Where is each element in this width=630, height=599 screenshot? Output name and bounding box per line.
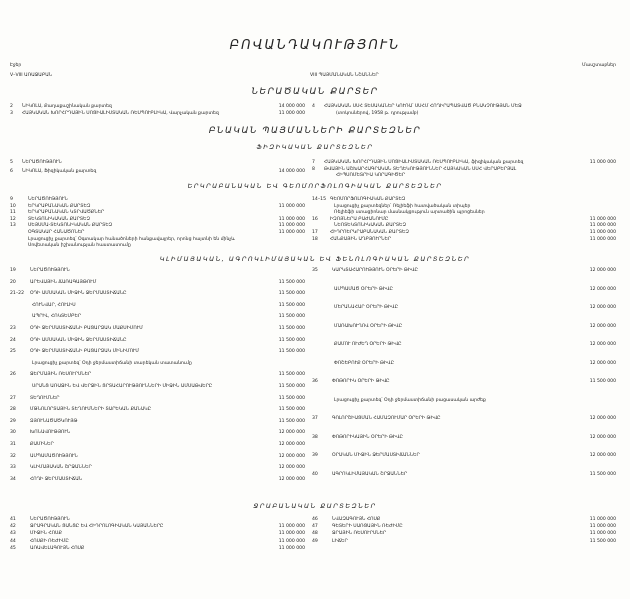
entry-scale: 11 500 000 bbox=[278, 418, 305, 424]
entry-number: 13 bbox=[10, 223, 16, 229]
entry-scale: 11 500 000 bbox=[278, 407, 305, 413]
section-natural: ԲՆԱԿԱՆ ՊԱՅՄԱՆՆԵՐԻ ՔԱՐՏԵԶՆԵՐ bbox=[208, 126, 422, 136]
toc-entry bbox=[10, 407, 151, 413]
entry-title: ՄԻՋԻՆ ՀՈՍՔ bbox=[30, 531, 62, 537]
entry-scale: 11 000 000 bbox=[278, 524, 305, 530]
toc-entry bbox=[312, 539, 348, 545]
toc-entry bbox=[10, 217, 90, 223]
toc-entry bbox=[10, 169, 96, 175]
entry-number: 17 bbox=[312, 230, 318, 235]
entry-title: ԱՄՊԱՄԱԾՈՒԹՅՈՒՆ bbox=[30, 453, 78, 459]
entry-scale: 14 000 000 bbox=[278, 169, 305, 174]
entry-number: 43 bbox=[10, 531, 16, 537]
toc-entry bbox=[312, 435, 403, 441]
entry-number: 27 bbox=[10, 395, 16, 401]
entry-scale: 11 000 000 bbox=[278, 203, 305, 209]
entry-number: 46 bbox=[312, 517, 318, 522]
entry-title: ԱՌԱՎԵԼԱԳՈՒՅՆ ՀՈՍՔ bbox=[30, 545, 85, 551]
entry-title: ՆԵՐԱԾՈՒԹՅՈՒՆ bbox=[30, 268, 70, 273]
toc-entry bbox=[312, 237, 391, 243]
toc-entry bbox=[32, 303, 76, 309]
entry-title: ՕԴԻ ԱՄՍԱԿԱՆ ՄԻՋԻՆ ՋԵՐՄԱՍՏԻՃԱՆԸ bbox=[30, 337, 127, 343]
entry-title: ՓՈԹՈՐԻԿԱՅԻՆ ՕՐԵՐԻ ԹԻՎԸ bbox=[332, 434, 403, 440]
entry-title: ՀԱՆՔԱՅԻՆ ԱՂԲՅՈՒՐՆԵՐ bbox=[330, 236, 392, 242]
entry-number: 32 bbox=[10, 453, 16, 459]
entry-title: ԳՈԼՈՐՇԻԱՑՄԱՆ ՀԱՄԱԶՈՒՄԱՐ ՕՐԵՐԻ ԹԻՎԸ bbox=[332, 416, 441, 421]
scales-label: Մասշտաբներ bbox=[582, 63, 616, 68]
entry-title: ՋԵՐՄԱՅԻՆ ՌԵՍՈՒՐՍՆԵՐ bbox=[30, 372, 92, 378]
entry-scale: 11 500 000 bbox=[589, 379, 616, 384]
entry-scale: 11 000 000 bbox=[589, 531, 616, 537]
entry-title: ՀԱՅԿԱԿԱՆ ԽՈՐՀՐԴԱՅԻՆ ՍՈՑԻԱԼԻՍՏԱԿԱՆ ՌԵՍՊՈՒԲԼԻԿԱ, Վարչական քարտեզ bbox=[22, 111, 219, 116]
toc-entry bbox=[334, 210, 485, 216]
toc-entry bbox=[334, 361, 394, 367]
entry-scale: 11 500 000 bbox=[278, 302, 305, 308]
entry-number: 18 bbox=[312, 236, 318, 242]
toc-entry bbox=[10, 104, 112, 110]
toc-entry bbox=[10, 430, 70, 436]
entry-scale: 12 000 000 bbox=[589, 323, 616, 329]
toc-entry bbox=[28, 237, 235, 243]
entry-scale: 12 000 000 bbox=[589, 342, 616, 347]
entry-title: ՆԵՈՏԵԿՏՈՆԻԿԱԿԱՆ ՔԱՐՏԵԶ bbox=[334, 223, 407, 229]
toc-entry bbox=[312, 472, 407, 478]
entry-scale: 11 000 000 bbox=[589, 160, 616, 165]
entry-number: 7 bbox=[312, 160, 315, 165]
entry-scale: 11 000 000 bbox=[589, 216, 616, 222]
toc-entry bbox=[28, 230, 84, 236]
entry-number: 41 bbox=[10, 517, 16, 522]
entry-scale: 12 000 000 bbox=[589, 360, 616, 366]
toc-entry bbox=[312, 104, 522, 110]
entry-number: 8 bbox=[312, 167, 315, 172]
entry-title: ՋՐԱՅԻՆ ՌԵՍՈՒՐՍՆԵՐ bbox=[332, 531, 387, 537]
entry-number: 30 bbox=[10, 430, 16, 436]
toc-entry bbox=[334, 398, 486, 404]
entry-title: ՓՈԹՈՐԻԿ ՕՐԵՐԻ ԹԻՎԸ bbox=[332, 379, 390, 384]
entry-scale: 11 000 000 bbox=[589, 223, 616, 229]
toc-entry bbox=[312, 167, 516, 173]
entry-number: 5 bbox=[10, 160, 13, 165]
section-geology: ԵՐԿՐԱԲԱՆԱԿԱՆ ԵՎ ԳԵՈՄՈՐՖՈԼՈԳԻԱԿԱՆ ՔԱՐՏԵԶՆԵՐ bbox=[187, 182, 443, 190]
entry-title: ՔԱՄՈՒ ՈՒԺԵՂ ՕՐԵՐԻ ԹԻՎԸ bbox=[334, 342, 402, 347]
entry-scale: 11 500 000 bbox=[278, 279, 305, 285]
toc-entry bbox=[10, 268, 70, 274]
entry-scale: 11 000 000 bbox=[589, 517, 616, 522]
toc-entry bbox=[324, 111, 418, 117]
entry-number: 2 bbox=[10, 104, 13, 109]
preface-line: V–VIII ԱՌԱՋԱԲԱՆ bbox=[10, 73, 53, 78]
toc-entry bbox=[312, 517, 380, 523]
toc-entry bbox=[10, 338, 127, 344]
entry-number: 29 bbox=[10, 418, 16, 424]
toc-entry bbox=[10, 223, 112, 229]
entry-scale: 12 000 000 bbox=[589, 453, 616, 458]
entry-title: Լրացուցիչ քարտեզներ՝ Ռելիեֆի հատվածական տիպեր bbox=[334, 203, 471, 209]
entry-title: (տոկոսներով, 1958 թ. դրությամբ) bbox=[336, 111, 419, 116]
entry-number: 10 bbox=[10, 203, 16, 209]
entry-title: ՍՐԱՆՑ ԱՌԱՋԻՆ ԵՎ ՎԵՐՋԻՆ ՑՐՏԱՀԱՐՈՒԹՅՈՒՆՆԵՐԻ ՄԻՋԻՆ ԱՄՍԱԹՎԵՐԸ bbox=[32, 384, 213, 389]
entry-scale: 11 000 000 bbox=[278, 531, 305, 537]
entry-number: 34 bbox=[10, 476, 16, 482]
entry-title: ՏԵՂՈՒՄՆԵՐ bbox=[30, 395, 60, 401]
entry-scale: 11 000 000 bbox=[278, 538, 305, 544]
entry-number: 42 bbox=[10, 524, 16, 530]
entry-title: ԽՈՆԱՎՈՒԹՅՈՒՆ bbox=[30, 430, 71, 436]
entry-number: 14–15 bbox=[312, 197, 326, 202]
entry-title: ՍԵՅՍՄԱ-ՏԵԿՏՈՆԻԿԱԿԱՆ ՔԱՐՏԵԶ bbox=[28, 223, 113, 229]
entry-scale: 11 500 000 bbox=[278, 372, 305, 378]
entry-title: ՀԻՊՍՈՄԵՏՐԻԱ ԿՈՐԱԳԻԾԵՐ bbox=[336, 173, 406, 178]
toc-entry bbox=[312, 268, 418, 274]
toc-entry bbox=[10, 539, 69, 545]
entry-title: ՁՅՈՒՆԱԾԱԾԿՈՒՅԹ bbox=[30, 418, 78, 424]
toc-entry bbox=[10, 160, 62, 166]
entry-number: 21–22 bbox=[10, 291, 24, 297]
toc-entry bbox=[324, 173, 405, 179]
entry-number: 31 bbox=[10, 442, 16, 447]
entry-number: 38 bbox=[312, 434, 318, 440]
entry-title: ՏԵԿՏՈՆԻԿԱԿԱՆ ՔԱՐՏԵԶ bbox=[28, 216, 90, 222]
toc-entry bbox=[312, 524, 403, 530]
entry-number: 48 bbox=[312, 531, 318, 537]
entry-title: ԻԶՈՅՆԵՐԱ ԲԱԺԱՆՈՒՄԸ bbox=[330, 216, 389, 222]
toc-entry bbox=[10, 454, 78, 460]
toc-entry bbox=[10, 419, 78, 425]
entry-title: ԿԱՐԿՏԱՀԱՐՈՒԹՅՈՒՆ ՕՐԵՐԻ ԹԻՎԸ bbox=[332, 268, 418, 273]
entry-title: ԳԵՈՄՈՐՖՈԼՈԳԻԱԿԱՆ ՔԱՐՏԵԶ bbox=[330, 197, 406, 202]
entry-title: ԿԼԻՄԱՅԱԿԱՆ ՇՐՋԱՆՆԵՐ bbox=[30, 465, 92, 471]
toc-entry bbox=[312, 217, 388, 223]
toc-entry bbox=[10, 465, 92, 471]
entry-number: 3 bbox=[10, 111, 13, 116]
entry-title: ՆԻԿՈԼԱ, Քաղաքաշինական քարտեզ bbox=[22, 104, 112, 109]
entry-title: ԱՊՐԻԼ, ՀՈԿՏԵՄԲԵՐ bbox=[32, 314, 82, 320]
toc-entry bbox=[10, 477, 82, 483]
entry-number: 35 bbox=[312, 268, 318, 273]
entry-title: ՆԵՐԱԾՈՒԹՅՈՒՆ bbox=[22, 160, 62, 165]
toc-entry bbox=[334, 204, 470, 210]
toc-entry bbox=[10, 531, 62, 537]
toc-entry bbox=[312, 230, 409, 236]
entry-number: 45 bbox=[10, 545, 16, 551]
entry-number: 24 bbox=[10, 337, 16, 343]
entry-scale: 12 000 000 bbox=[589, 286, 616, 292]
entry-scale: 11 500 000 bbox=[278, 384, 305, 389]
entry-title: Ռելիեֆի ստացիոնար մասնակցություն արտածին պրոցեսներ bbox=[334, 210, 485, 216]
entry-scale: 12 000 000 bbox=[278, 476, 305, 482]
entry-number: 33 bbox=[10, 465, 16, 471]
entry-scale: 11 000 000 bbox=[278, 545, 305, 551]
entry-title: Սովետական իշխանության հաստատումը bbox=[28, 243, 131, 249]
entry-scale: 11 000 000 bbox=[278, 230, 305, 235]
toc-entry bbox=[10, 204, 90, 210]
entry-number: 39 bbox=[312, 453, 318, 458]
entry-title: ԱՄՊԱՄԱԾ ՕՐԵՐԻ ԹԻՎԸ bbox=[334, 286, 393, 292]
entry-title: ԱՐԵՎԱՅԻՆ ՃԱՌԱԳԱՅԹՈՒՄ bbox=[30, 279, 97, 285]
entry-scale: 11 000 000 bbox=[589, 236, 616, 242]
entry-scale: 11 500 000 bbox=[278, 326, 305, 331]
toc-entry bbox=[10, 372, 91, 378]
toc-entry bbox=[10, 210, 104, 216]
entry-number: 25 bbox=[10, 349, 16, 355]
toc-entry bbox=[334, 324, 402, 330]
toc-entry bbox=[28, 243, 131, 249]
toc-entry bbox=[32, 384, 212, 390]
entry-scale: 12 000 000 bbox=[278, 430, 305, 436]
toc-entry bbox=[334, 287, 393, 293]
entry-title: ՕԴԻ ՋԵՐՄԱՍՏԻՃԱՆԻ ԲԱՑԱՐՁԱԿ ՄԻՆԻՄՈՒՄ bbox=[30, 349, 140, 355]
entry-scale: 11 500 000 bbox=[278, 291, 305, 297]
toc-entry bbox=[334, 342, 401, 348]
entry-scale: 11 500 000 bbox=[278, 314, 305, 320]
entry-number: 12 bbox=[10, 216, 16, 222]
entry-title: ՆԵՐԱԾՈՒԹՅՈՒՆ bbox=[30, 517, 70, 522]
entry-number: 47 bbox=[312, 524, 318, 530]
entry-scale: 11 500 000 bbox=[278, 395, 305, 401]
entry-title: Լրացուցիչ քարտեզ՝ Օգտակար հանածոների հանքավայրեր, որոնց հայտնի են մինչև bbox=[28, 236, 235, 242]
pages-label: Էջեր bbox=[10, 63, 22, 68]
entry-title: ԵՐԿՐԱԲԱՆԱԿԱՆ ԿՏՐՎԱԾՔՆԵՐ bbox=[28, 210, 105, 216]
entry-scale: 11 000 000 bbox=[278, 223, 305, 229]
entry-title: ԼԻՃԵՐ bbox=[332, 538, 348, 544]
entry-scale: 11 000 000 bbox=[278, 111, 305, 116]
entry-title: ՄԹՆՈԼՈՐՏԱՅԻՆ ՏԵՂՈՒՄՆԵՐԻ ՏԱՐԵԿԱՆ ՔԱՆԱԿԸ bbox=[30, 407, 152, 413]
entry-number: 40 bbox=[312, 471, 318, 477]
entry-number: 26 bbox=[10, 372, 16, 378]
entry-scale: 12 000 000 bbox=[589, 434, 616, 440]
toc-entry bbox=[10, 326, 143, 332]
toc-entry bbox=[10, 396, 59, 402]
toc-entry bbox=[32, 361, 192, 367]
entry-number: 28 bbox=[10, 407, 16, 413]
toc-entry bbox=[312, 160, 523, 166]
entry-title: ՀԻԴՐՈԵՐԿՐԱԲԱՆԱԿԱՆ ՔԱՐՏԵԶ bbox=[330, 230, 409, 235]
toc-entry bbox=[312, 453, 420, 459]
entry-scale: 11 500 000 bbox=[589, 471, 616, 477]
section-climate: ԿԼԻՄԱՅԱԿԱՆ, ԱԳՐՈԿԼԻՄԱՅԱԿԱՆ ԵՎ ՖԵՆՈԼՈԳԻԱԿԱՆ ՔԱՐՏԵԶՆԵՐ bbox=[159, 255, 471, 263]
entry-title: ՔԱՄԻՆԵՐ bbox=[30, 442, 54, 447]
toc-entry bbox=[334, 305, 398, 311]
toc-entry bbox=[10, 280, 96, 286]
section-introduction: ՆԵՐԱԾԱԿԱՆ ՔԱՐՏԵՐ bbox=[251, 87, 379, 97]
entry-scale: 14 000 000 bbox=[278, 104, 305, 109]
entry-scale: 11 000 000 bbox=[278, 216, 305, 222]
entry-title: ՀԱՅԿԱԿԱՆ ՍՍՀ ՏԵՍԱԿԱՆԵՐ ԿՈՒՌԱ՝ ՍՍՀՄ ՀՈՂԻՐԱՊԱՏՎԱԾ ԲՆԱԿՉՈՒԹՅԱՆ ՄԵՋ bbox=[324, 104, 522, 109]
entry-title: ՆԵՐԱԾՈՒԹՅՈՒՆ bbox=[28, 197, 68, 202]
entry-number: 49 bbox=[312, 538, 318, 544]
symbols-line: VIII ՊԱՅՄԱՆԱԿԱՆ ՆՇԱՆՆԵՐ bbox=[310, 73, 379, 78]
entry-scale: 11 000 000 bbox=[589, 524, 616, 530]
entry-title: ԳԵՏԵՐԻ ՍԱՌՑԱՅԻՆ ՌԵԺԻՄԸ bbox=[332, 524, 403, 530]
toc-entry bbox=[10, 546, 84, 552]
entry-title: ԵՐԿՐԱԲԱՆԱԿԱՆ ՔԱՐՏԵԶ bbox=[28, 203, 91, 209]
toc-entry bbox=[10, 517, 70, 523]
entry-number: 11 bbox=[10, 210, 16, 216]
entry-title: ՆՎԱԶԱԳՈՒՅՆ ՀՈՍՔ bbox=[332, 517, 381, 522]
entry-title: ՕԴԻ ՋԵՐՄԱՍՏԻՃԱՆԻ ԲԱՑԱՐՁԱԿ ՄԱՔՍԻՄՈՒՄ bbox=[30, 326, 143, 331]
entry-scale: 11 500 000 bbox=[278, 337, 305, 343]
entry-number: 6 bbox=[10, 169, 13, 174]
entry-scale: 12 000 000 bbox=[589, 305, 616, 310]
entry-title: ՀԱՅԿԱԿԱՆ ԽՈՐՀՐԴԱՅԻՆ ՍՈՑԻԱԼԻՍՏԱԿԱՆ ՌԵՍՊՈՒԲԼԻԿԱ, ֆիզիկական քարտեզ bbox=[324, 160, 524, 165]
entry-title: Լրացուցիչ քարտեզ՝ Օդի ջերմաստիճանի բացասական արժեք bbox=[334, 397, 486, 403]
page-title: ԲՈՎԱՆԴԱԿՈՒԹՅՈՒՆ bbox=[229, 38, 401, 53]
entry-scale: 11 500 000 bbox=[278, 349, 305, 355]
entry-number: 4 bbox=[312, 104, 315, 109]
toc-entry bbox=[10, 197, 68, 203]
toc-entry bbox=[312, 379, 390, 385]
entry-scale: 12 000 000 bbox=[589, 268, 616, 273]
entry-title: Լրացուցիչ քարտեզ՝ Օդի ջերմաստիճանի տարեկան տատանումը bbox=[32, 360, 192, 366]
entry-number: 19 bbox=[10, 268, 16, 273]
entry-number: 37 bbox=[312, 416, 318, 421]
toc-entry bbox=[10, 442, 54, 448]
entry-scale: 12 000 000 bbox=[589, 416, 616, 421]
toc-entry bbox=[334, 223, 406, 229]
toc-entry bbox=[10, 349, 139, 355]
section-hydrology: ՋՐԱԲԱՆԱԿԱՆ ՔԱՐՏԵԶՆԵՐ bbox=[253, 502, 377, 510]
entry-title: ՄԵՐԱՆԱՀԱՐ ՕՐԵՐԻ ԹԻՎԸ bbox=[334, 305, 398, 310]
entry-title: ՋՐԱԳՐԱԿԱՆ ՑԱՆՑԸ ԵՎ ՀԻԴՐՈԼՈԳԻԱԿԱՆ ԿԱՅԱՆՆԵՐԸ bbox=[30, 524, 164, 530]
toc-entry bbox=[10, 524, 163, 530]
entry-number: 16 bbox=[312, 216, 318, 222]
entry-title: ՓՈՇԵԲՈՒՔ ՕՐԵՐԻ ԹԻՎԸ bbox=[334, 360, 394, 366]
entry-scale: 12 000 000 bbox=[278, 442, 305, 447]
entry-title: ՕՐԱԿԱՆ ՄԻՋԻՆ ՋԵՐՄԱՍՏԻՃԱՆՆԵՐ bbox=[332, 453, 420, 458]
toc-entry bbox=[10, 291, 127, 297]
toc-entry bbox=[10, 111, 219, 117]
entry-number: 20 bbox=[10, 279, 16, 285]
toc-entry bbox=[312, 531, 386, 537]
entry-number: 23 bbox=[10, 326, 16, 331]
entry-title: ՕԴԻ ԱՄՍԱԿԱՆ ՄԻՋԻՆ ՋԵՐՄԱՍՏԻՃԱՆԸ bbox=[30, 291, 127, 297]
entry-scale: 11 500 000 bbox=[589, 538, 616, 544]
entry-scale: 12 000 000 bbox=[278, 453, 305, 459]
entry-title: ԱԳՐՈԿԼԻՄԱՅԱԿԱՆ ՇՐՋԱՆՆԵՐ bbox=[332, 471, 408, 477]
entry-title: ՕԳՏԱԿԱՐ ՀԱՆԱԾՈՆԵՐ bbox=[28, 230, 85, 235]
entry-title: ՆԻԿՈԼԱ, Ֆիզիկական քարտեզ bbox=[22, 169, 97, 174]
entry-number: 9 bbox=[10, 197, 13, 202]
toc-entry bbox=[312, 416, 440, 422]
entry-title: ԹՎԱՅԻՆ ԱՇԽԱՐՀԱԳՐԱԿԱՆ ՏԵՂԵԿՈՒԹՅՈՒՆՆԵՐ ՀԱՅԿԱԿԱՆ ՍՍՀ ՎԵՐԱԲԵՐՅԱԼ bbox=[324, 167, 517, 172]
entry-number: 36 bbox=[312, 379, 318, 384]
entry-scale: 12 000 000 bbox=[278, 465, 305, 471]
entry-number: 44 bbox=[10, 538, 16, 544]
entry-title: ՀՈՂԻ ՋԵՐՄԱՍՏԻՃԱՆ bbox=[30, 476, 83, 482]
entry-title: ՀՈՒՆՎԱՐ, ՀՈՒԼԻՍ bbox=[32, 302, 76, 308]
toc-entry bbox=[312, 197, 405, 203]
entry-scale: 11 000 000 bbox=[589, 230, 616, 235]
entry-title: ՄԱՌԱԽՈՒՂՈՎ ՕՐԵՐԻ ԹԻՎԸ bbox=[334, 323, 403, 329]
section-physical: ՖԻԶԻԿԱԿԱՆ ՔԱՐՏԵԶՆԵՐ bbox=[256, 143, 374, 151]
toc-entry bbox=[32, 314, 81, 320]
entry-title: ՀՈՍՔԻ ՌԵԺԻՄԸ bbox=[30, 538, 69, 544]
